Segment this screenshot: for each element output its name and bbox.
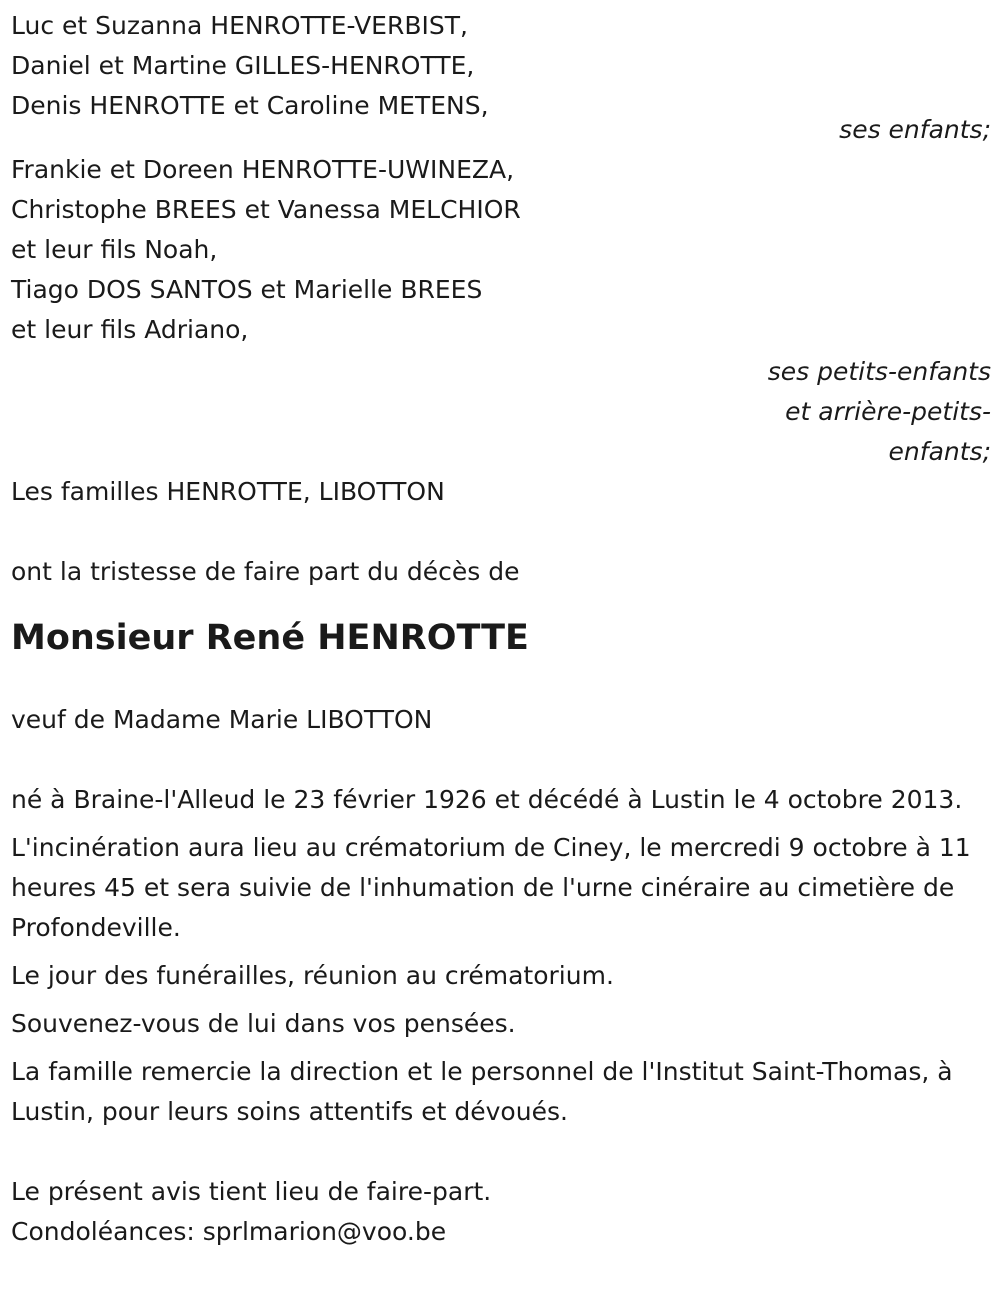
condolences-label: Condoléances:	[11, 1217, 195, 1246]
child-line: Denis HENROTTE et Caroline METENS,	[11, 91, 489, 120]
condolences-line	[11, 1212, 991, 1252]
announcement-line: ont la tristesse de faire part du décès de	[11, 557, 520, 586]
meeting-paragraph: Le jour des funérailles, réunion au crématorium.	[11, 961, 614, 990]
children-role: ses enfants;	[839, 115, 991, 144]
birth-death-paragraph: né à Braine-l'Alleud le 23 février 1926 et décédé à Lustin le 4 octobre 2013.	[11, 785, 963, 814]
families-line: Les familles HENROTTE, LIBOTTON	[11, 477, 445, 506]
widower-line: veuf de Madame Marie LIBOTTON	[11, 705, 433, 734]
remember-paragraph: Souvenez-vous de lui dans vos pensées.	[11, 1009, 516, 1038]
grandchild-line: Tiago DOS SANTOS et Marielle BREES	[11, 275, 483, 304]
thanks-paragraph: La famille remercie la direction et le personnel de l'Institut Saint-Thomas, à Lustin, pour leurs soins attentifs et dévoués.	[11, 1057, 953, 1126]
grandchild-line: Frankie et Doreen HENROTTE-UWINEZA,	[11, 155, 515, 184]
grandchildren-section	[11, 150, 991, 472]
grandchildren-role-line: et arrière-petits-	[785, 397, 991, 426]
obituary-notice	[11, 6, 991, 1252]
children-section	[11, 6, 991, 150]
condolences-email[interactable]: sprlmarion@voo.be	[202, 1217, 447, 1246]
grandchild-line: et leur fils Adriano,	[11, 315, 249, 344]
child-line: Daniel et Martine GILLES-HENROTTE,	[11, 51, 475, 80]
child-line: Luc et Suzanna HENROTTE-VERBIST,	[11, 11, 468, 40]
grandchildren-role-line: enfants;	[888, 437, 991, 466]
deceased-name: Monsieur René HENROTTE	[11, 618, 529, 658]
notice-line: Le présent avis tient lieu de faire-part.	[11, 1177, 492, 1206]
grandchildren-role-line: ses petits-enfants	[767, 357, 991, 386]
cremation-paragraph: L'incinération aura lieu au crématorium de Ciney, le mercredi 9 octobre à 11 heures 45 et sera suivie de l'inhumation de l'urne cinéraire au cimetière de Profondeville.	[11, 833, 971, 942]
grandchild-line: et leur fils Noah,	[11, 235, 218, 264]
grandchild-line: Christophe BREES et Vanessa MELCHIOR	[11, 195, 521, 224]
